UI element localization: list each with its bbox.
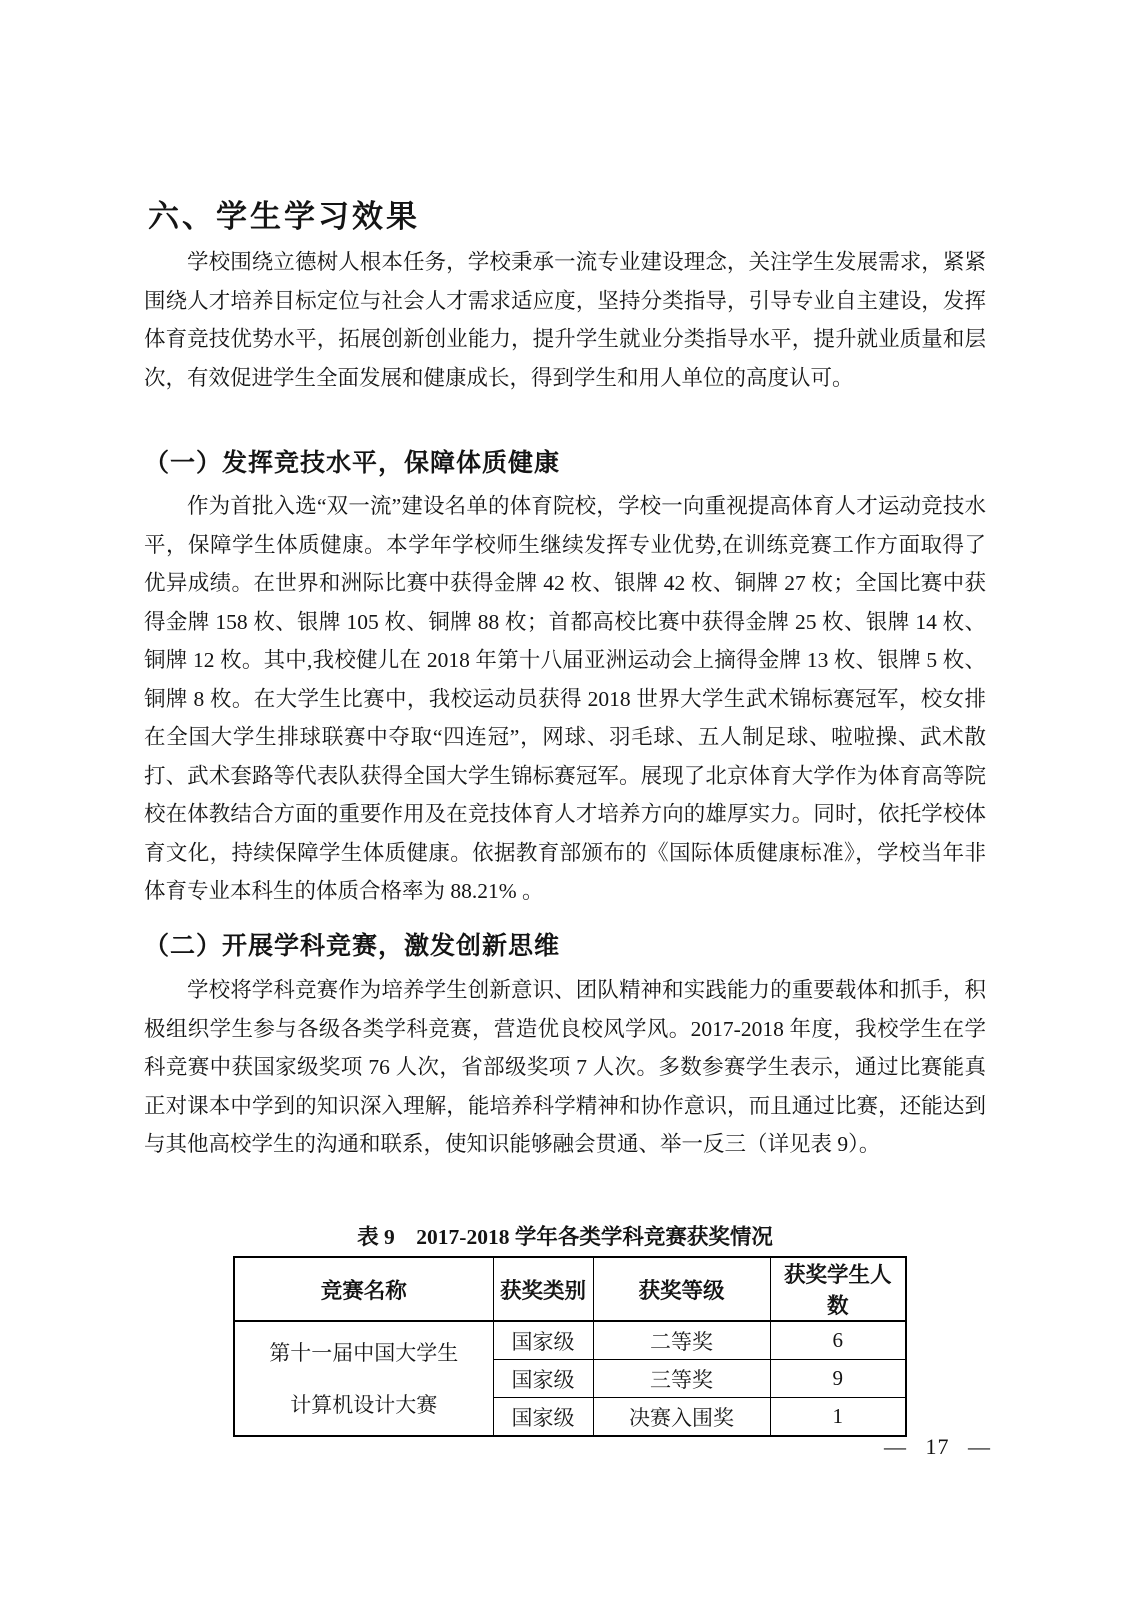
page-number: — 17 — bbox=[884, 1434, 991, 1459]
award-category-cell: 国家级 bbox=[493, 1360, 593, 1398]
header-student-count: 获奖学生人数 bbox=[770, 1257, 906, 1321]
subsection-heading-2: （二）开展学科竞赛，激发创新思维 bbox=[144, 932, 561, 960]
header-award-category: 获奖类别 bbox=[493, 1257, 593, 1321]
student-count-cell: 1 bbox=[770, 1398, 906, 1437]
header-competition-name: 竞赛名称 bbox=[234, 1257, 493, 1321]
competition-name-line-1: 第十一届中国大学生 bbox=[269, 1340, 459, 1365]
award-category-cell: 国家级 bbox=[493, 1321, 593, 1360]
award-grade-cell: 决赛入围奖 bbox=[593, 1398, 770, 1437]
award-grade-cell: 二等奖 bbox=[593, 1321, 770, 1360]
awards-table bbox=[233, 1256, 907, 1437]
subsection-2-paragraph: 学校将学科竞赛作为培养学生创新意识、团队精神和实践能力的重要载体和抓手，积极组织学生参与各级各类学科竞赛，营造优良校风学风。2017-2018 年度，我校学生在学科竞赛中获国家级奖项 76 人次，省部级奖项 7 人次。多数参赛学生表示，通过比赛能真正对课本中学到的知识深入理解，能培养科学精神和协作意识，而且通过比赛，还能达到与其他高校学生的沟通和联系，使知识能够融会贯通、举一反三（详见表 9）。 bbox=[144, 978, 986, 1156]
subsection-heading-1: （一）发挥竞技水平，保障体质健康 bbox=[144, 449, 561, 477]
section-heading-main: 六、学生学习效果 bbox=[148, 199, 420, 234]
table-header-row bbox=[234, 1257, 906, 1321]
award-grade-cell: 三等奖 bbox=[593, 1360, 770, 1398]
competition-name-cell bbox=[234, 1321, 493, 1436]
student-count-cell: 9 bbox=[770, 1360, 906, 1398]
subsection-1-paragraph: 作为首批入选“双一流”建设名单的体育院校，学校一向重视提高体育人才运动竞技水平，保障学生体质健康。本学年学校师生继续发挥专业优势,在训练竞赛工作方面取得了优异成绩。在世界和洲际比赛中获得金牌 42 枚、银牌 42 枚、铜牌 27 枚；全国比赛中获得金牌 158 枚、银牌 105 枚、铜牌 88 枚；首都高校比赛中获得金牌 25 枚、银牌 14 枚、铜牌 12 枚。其中,我校健儿在 2018 年第十八届亚洲运动会上摘得金牌 13 枚、银牌 5 枚、铜牌 8 枚。在大学生比赛中，我校运动员获得 2018 世界大学生武术锦标赛冠军，校女排在全国大学生排球联赛中夺取“四连冠”，网球、羽毛球、五人制足球、啦啦操、武术散打、武术套路等代表队获得全国大学生锦标赛冠军。展现了北京体育大学作为体育高等院校在体教结合方面的重要作用及在竞技体育人才培养方向的雄厚实力。同时，依托学校体育文化，持续保障学生体质健康。依据教育部颁布的《国际体质健康标准》，学校当年非体育专业本科生的体质合格率为 88.21% 。 bbox=[144, 494, 986, 903]
student-count-cell: 6 bbox=[770, 1321, 906, 1360]
table-caption: 表 9 2017-2018 学年各类学科竞赛获奖情况 bbox=[357, 1225, 773, 1249]
intro-paragraph: 学校围绕立德树人根本任务，学校秉承一流专业建设理念，关注学生发展需求，紧紧围绕人才培养目标定位与社会人才需求适应度，坚持分类指导，引导专业自主建设，发挥体育竞技优势水平，拓展创新创业能力，提升学生就业分类指导水平，提升就业质量和层次，有效促进学生全面发展和健康成长，得到学生和用人单位的高度认可。 bbox=[144, 250, 986, 390]
award-category-cell: 国家级 bbox=[493, 1398, 593, 1437]
competition-name-line-2: 计算机设计大赛 bbox=[290, 1392, 438, 1417]
header-award-grade: 获奖等级 bbox=[593, 1257, 770, 1321]
table-row bbox=[234, 1321, 906, 1360]
